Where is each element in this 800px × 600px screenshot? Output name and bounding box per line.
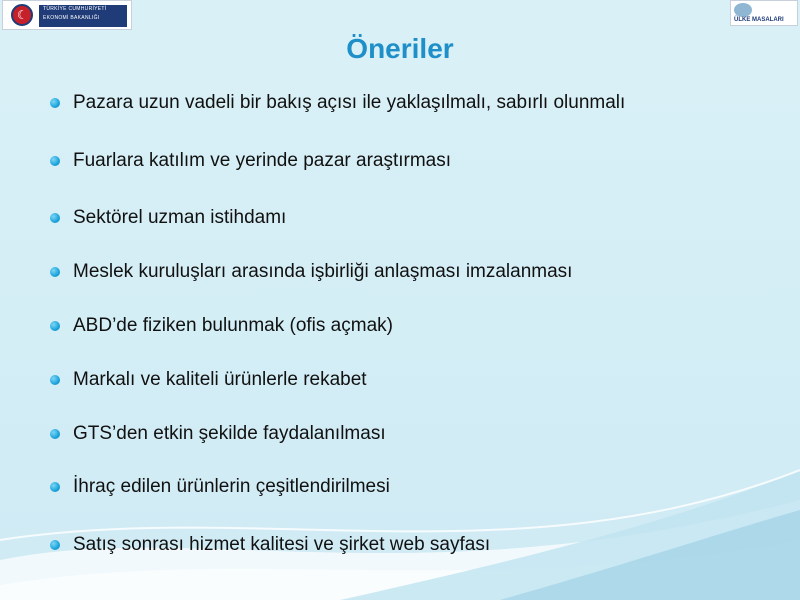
bullet-text: Markalı ve kaliteli ürünlerle rekabet [73,369,367,390]
slide-title: Öneriler [346,33,454,64]
bullet-dot-icon [50,540,60,550]
bullet-dot-icon [50,482,60,492]
ministry-logo-band [39,5,127,27]
ministry-logo-line-2: EKONOMİ BAKANLIĞI [43,15,100,21]
bullet-dot-icon [50,156,60,166]
bullet-text: GTS’den etkin şekilde faydalanılması [73,423,386,444]
bullet-text: Fuarlara katılım ve yerinde pazar araştırması [73,150,452,171]
globe-icon [734,3,752,17]
bullet-text: Meslek kuruluşları arasında işbirliği anlaşması imzalanması [73,261,573,282]
bullet-dot-icon [50,321,60,331]
country-desks-label: ÜLKE MASALARI [734,17,784,23]
bullet-dot-icon [50,267,60,277]
bullet-text: Satış sonrası hizmet kalitesi ve şirket web sayfası [73,534,491,555]
ministry-logo [2,0,132,30]
bullet-dot-icon [50,375,60,385]
seal-icon [11,4,33,26]
country-desks-logo [730,0,798,26]
bullet-dot-icon [50,98,60,108]
bullet-text: Pazara uzun vadeli bir bakış açısı ile yaklaşılmalı, sabırlı olunmalı [73,92,626,113]
bullet-dot-icon [50,213,60,223]
ministry-logo-line-1: TÜRKİYE CUMHURİYETİ [43,6,107,12]
bullet-dot-icon [50,429,60,439]
bullet-text: ABD’de fiziken bulunmak (ofis açmak) [73,315,393,336]
bullet-text: Sektörel uzman istihdamı [73,207,287,228]
bullet-text: İhraç edilen ürünlerin çeşitlendirilmesi [73,476,390,497]
